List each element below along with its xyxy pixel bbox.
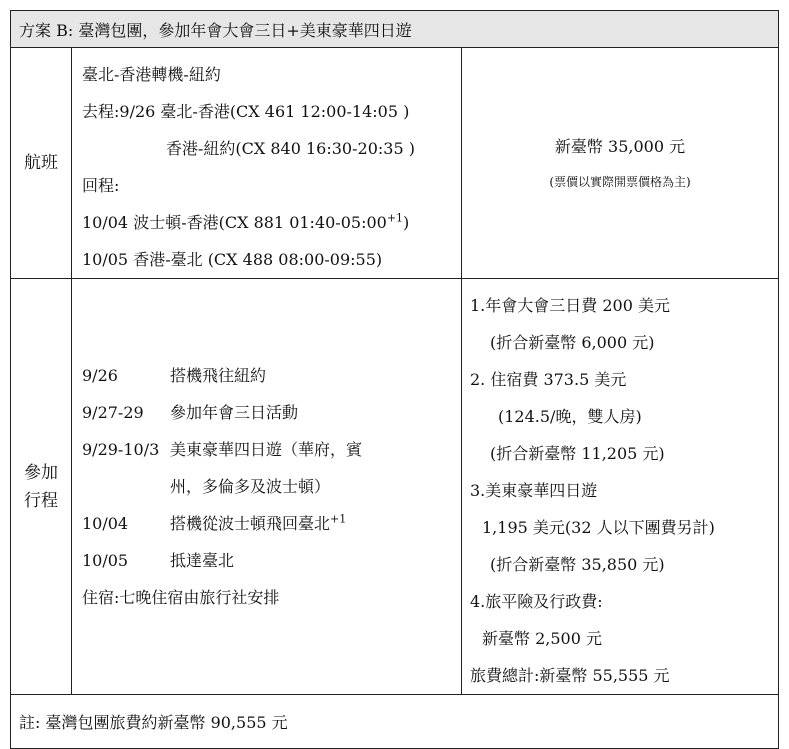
itinerary-label	[11, 279, 72, 695]
flight-outbound-2: 香港-紐約(CX 840 16:30-20:35 )	[166, 139, 415, 158]
plan-title: 方案 B: 臺灣包團，參加年會大會三日+美東豪華四日遊	[11, 11, 779, 48]
cost-2: 2. 住宿費 373.5 美元	[470, 370, 627, 389]
cost-4: 4.旅平險及行政費:	[470, 592, 603, 611]
flight-price: 新臺幣 35,000 元	[554, 137, 686, 156]
flight-return-1-sup: +1	[386, 211, 404, 225]
itinerary-date: 9/27-29	[82, 403, 144, 422]
flight-return-2: 10/05 香港-臺北 (CX 488 08:00-09:55)	[82, 250, 383, 269]
itinerary-date: 9/29-10/3	[82, 440, 160, 459]
flight-return-1	[82, 204, 461, 241]
itinerary-label-line1: 參加	[24, 462, 58, 483]
flight-return-1-text: 10/04 波士頓-香港(CX 881 01:40-05:00	[82, 213, 387, 232]
cost-details	[462, 279, 779, 695]
flight-label: 航班	[11, 48, 72, 279]
itinerary-row	[11, 279, 779, 695]
list-item	[82, 394, 461, 431]
itinerary-details	[72, 279, 462, 695]
itinerary-text-main: 搭機從波士頓飛回臺北	[170, 514, 331, 533]
itinerary-text-continued: 州，多倫多及波士頓）	[170, 477, 331, 496]
flight-price-note: (票價以實際開票價格為主)	[549, 175, 691, 189]
plan-table	[10, 10, 779, 749]
note-row	[11, 695, 779, 749]
itinerary-date: 10/04	[82, 514, 129, 533]
itinerary-text: 抵達臺北	[170, 551, 235, 570]
flight-row	[11, 48, 779, 279]
cost-1-sub: (折合新臺幣 6,000 元)	[490, 333, 655, 352]
cost-4-sub: 新臺幣 2,500 元	[482, 629, 602, 648]
itinerary-text: 美東豪華四日遊（華府，賓	[170, 440, 363, 459]
cost-1: 1.年會大會三日費 200 美元	[470, 296, 670, 315]
itinerary-label-line2: 行程	[24, 490, 58, 511]
cost-2-sub1: (124.5/晚，雙人房)	[498, 407, 642, 426]
list-item	[82, 542, 461, 579]
title-row	[11, 11, 779, 48]
flight-price-cell	[462, 48, 779, 279]
cost-3-sub2: (折合新臺幣 35,850 元)	[490, 555, 665, 574]
cost-3: 3.美東豪華四日遊	[470, 481, 598, 500]
itinerary-date: 10/05	[82, 551, 129, 570]
flight-outbound-1: 去程:9/26 臺北-香港(CX 461 12:00-14:05 )	[82, 102, 410, 121]
list-item	[82, 431, 461, 468]
flight-return-1-end: )	[403, 213, 410, 232]
flight-return-label: 回程:	[82, 176, 120, 195]
list-item	[82, 357, 461, 394]
itinerary-date: 9/26	[82, 366, 118, 385]
cost-total: 旅費總計:新臺幣 55,555 元	[470, 666, 670, 685]
itinerary-text: 搭機飛往紐約	[170, 366, 267, 385]
cost-2-sub2: (折合新臺幣 11,205 元)	[490, 444, 665, 463]
itinerary-lodging: 住宿:七晚住宿由旅行社安排	[82, 588, 280, 607]
list-item	[82, 505, 461, 542]
itinerary-text-sup: +1	[330, 512, 347, 526]
flight-details	[72, 48, 462, 279]
itinerary-text: 參加年會三日活動	[170, 403, 299, 422]
itinerary-text	[170, 505, 346, 542]
flight-route: 臺北-香港轉機-紐約	[82, 65, 221, 84]
footnote: 註: 臺灣包團旅費約新臺幣 90,555 元	[11, 695, 779, 749]
cost-3-sub1: 1,195 美元(32 人以下團費另計)	[482, 518, 715, 537]
